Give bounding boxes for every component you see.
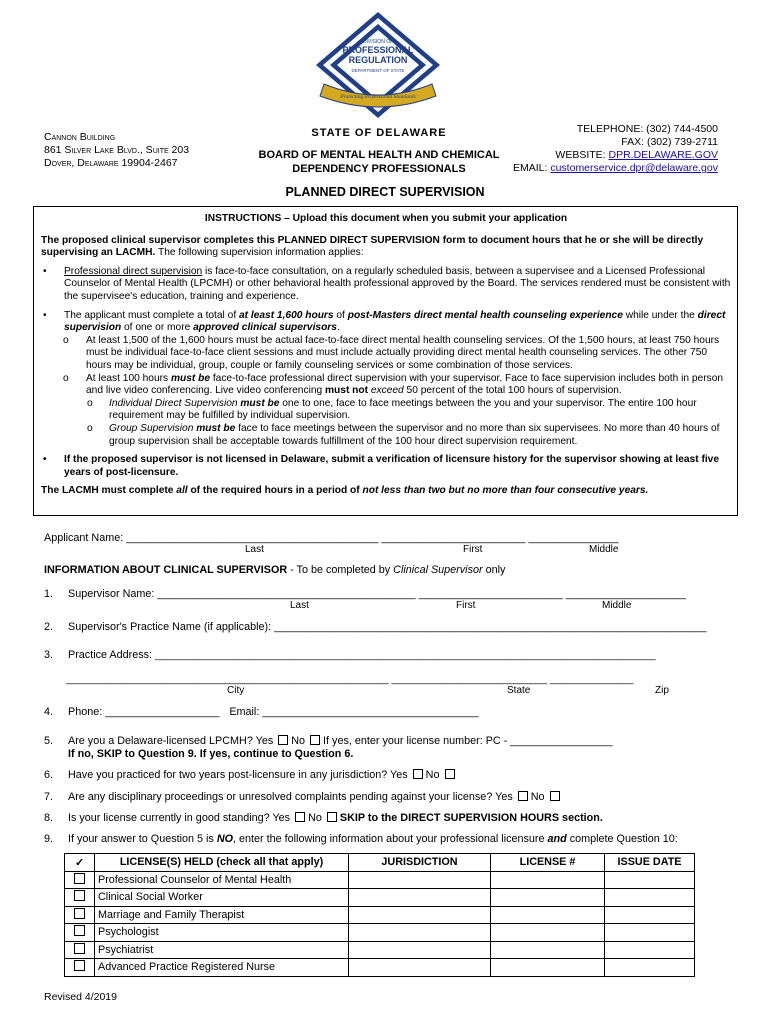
license-number-cell[interactable]: [491, 941, 605, 959]
b2-d: post-Masters direct mental health counseling experience: [347, 309, 623, 321]
q4-email-label: Email:: [229, 706, 263, 718]
ss1-b: must be: [237, 397, 280, 409]
q2-blank[interactable]: ________________________________________________________________________: [274, 621, 707, 633]
license-number-cell[interactable]: [491, 906, 605, 924]
q6-yes-checkbox[interactable]: [413, 769, 423, 779]
issue-date-cell[interactable]: [605, 889, 695, 907]
question-4[interactable]: [44, 706, 479, 718]
closing-c: of the required hours in a period of: [187, 485, 363, 497]
seal-ribbon-text: Protecting Professional Standards: [340, 94, 416, 100]
jurisdiction-cell[interactable]: [349, 871, 491, 889]
issue-date-cell[interactable]: [605, 906, 695, 924]
applicant-label: Applicant Name:: [44, 532, 127, 544]
division-of-professional-regulation-seal: [312, 10, 444, 120]
q8-num: 8.: [44, 812, 54, 824]
jurisdiction-cell[interactable]: [349, 889, 491, 907]
state-name: STATE OF DELAWARE: [311, 127, 447, 139]
q7-yes-checkbox[interactable]: [518, 791, 528, 801]
q5-yes-checkbox[interactable]: [278, 735, 288, 745]
license-number-header: LICENSE #: [491, 854, 605, 872]
license-row: [65, 889, 695, 907]
license-number-cell[interactable]: [491, 924, 605, 942]
q8-yes-checkbox[interactable]: [295, 812, 305, 822]
sup-head-bold: INFORMATION ABOUT CLINICAL SUPERVISOR: [44, 564, 288, 576]
board-header: [248, 127, 510, 176]
question-9: [44, 833, 678, 845]
address-line2: 861 Silver Lake Blvd., Suite 203: [44, 144, 190, 156]
ss2-b: must be: [193, 422, 236, 434]
q3-blank-line2[interactable]: __________________________________________________________ ____________________________ _______________: [66, 674, 634, 685]
ss1-c: one to one, face to face meetings between the you and your supervisor. The entire 100 hour requirement may be fulfilled by individual supervision.: [109, 397, 697, 422]
applicant-middle-label: Middle: [589, 544, 619, 555]
b2-g: of one or more: [121, 322, 194, 334]
office-address: [44, 131, 189, 170]
ss1-a: Individual Direct Supervision: [109, 397, 238, 409]
question-3[interactable]: [44, 649, 656, 661]
sup-head-end: only: [482, 564, 506, 576]
license-type: Clinical Social Worker: [95, 889, 349, 907]
issue-date-cell[interactable]: [605, 959, 695, 977]
q3-state-label: State: [507, 685, 531, 696]
license-row: [65, 959, 695, 977]
sub-supervision-hours: [41, 373, 731, 398]
closing-d: not less than two but no more than four consecutive years.: [362, 485, 649, 497]
seal-dept: DEPARTMENT OF STATE: [351, 68, 405, 73]
fax: FAX: (302) 739-2711: [621, 136, 718, 148]
license-type: Psychiatrist: [95, 941, 349, 959]
telephone: TELEPHONE: (302) 744-4500: [576, 123, 718, 135]
q9-b: NO: [216, 833, 234, 845]
applicant-name-field[interactable]: [44, 532, 619, 544]
q8-no-label: No: [305, 812, 325, 824]
license-held-header: LICENSE(S) HELD (check all that apply): [95, 854, 349, 872]
license-type: Professional Counselor of Mental Health: [95, 871, 349, 889]
q9-c: , enter the following information about your professional licensure: [233, 833, 548, 845]
seal-top-text: DIVISION OF: [362, 39, 394, 45]
b2-f: direct supervision: [64, 309, 726, 334]
q1-last-label: Last: [290, 600, 309, 611]
q3-city-label: City: [227, 685, 245, 696]
b2-e: while under the: [622, 309, 698, 321]
b1-term: Professional direct supervision: [64, 265, 203, 277]
ss2-a: Group Supervision: [109, 422, 194, 434]
s2-c: face-to-face professional direct supervision with your supervisor. Face to face supervision includes both in person and live video conferencing. Live video conferencing: [86, 372, 724, 397]
jurisdiction-cell[interactable]: [349, 941, 491, 959]
bullet-hours: [41, 310, 731, 335]
question-7: [44, 791, 560, 803]
question-2[interactable]: [44, 621, 706, 633]
issue-date-header: ISSUE DATE: [605, 854, 695, 872]
q9-d: and: [547, 833, 567, 845]
applicant-blank[interactable]: __________________________________________ ________________________ _______________: [126, 532, 619, 544]
s2-g: 50 percent of the total 100 hours of supervision.: [403, 385, 622, 397]
s2-d: must not: [325, 385, 369, 397]
board-name: [248, 148, 510, 176]
license-table-header: [65, 854, 695, 872]
q9-num: 9.: [44, 833, 54, 845]
license-checkbox[interactable]: [65, 924, 95, 942]
supervisor-section-heading: [44, 564, 505, 576]
q4-email-blank[interactable]: ____________________________________: [262, 706, 479, 718]
q6-label: Have you practiced for two years post-licensure in any jurisdiction? Yes: [68, 769, 411, 781]
contact-info: [513, 123, 718, 175]
license-checkbox[interactable]: [65, 906, 95, 924]
license-row: [65, 941, 695, 959]
license-row: [65, 871, 695, 889]
jurisdiction-cell[interactable]: [349, 959, 491, 977]
sup-head-italic: Clinical Supervisor: [393, 564, 483, 576]
closing-b: all: [176, 485, 188, 497]
license-type: Advanced Practice Registered Nurse: [95, 959, 349, 977]
q8-no-checkbox[interactable]: [327, 812, 337, 822]
s2-f: exceed: [370, 385, 404, 397]
license-number-cell[interactable]: [491, 959, 605, 977]
intro-bold: The proposed clinical supervisor completes this PLANNED DIRECT SUPERVISION form to document hours that he or she will be directly supervising an LACMH.: [41, 234, 704, 259]
q2-num: 2.: [44, 621, 54, 633]
q9-a: If your answer to Question 5 is: [68, 833, 217, 845]
subsub-individual: [41, 398, 731, 423]
bullet-direct-supervision: [41, 266, 731, 304]
board-line2: DEPENDENCY PROFESSIONALS: [292, 163, 466, 175]
intro-rest: The following supervision information applies:: [155, 247, 364, 259]
email-link[interactable]: customerservice.dpr@delaware.gov: [550, 162, 718, 174]
b1-text: is face-to-face consultation, on a regularly scheduled basis, between a supervisee and a Licensed Professional Counselor of Mental Health (LPCMH) or other behavioral health professional approved by the Board. The services rendered must be consistent with the supervisee's education, training and experience.: [64, 265, 731, 302]
website-link[interactable]: DPR.DELAWARE.GOV: [608, 149, 718, 161]
q6-no-checkbox[interactable]: [445, 769, 455, 779]
email-label: EMAIL:: [512, 162, 551, 174]
q5-num: 5.: [44, 735, 54, 747]
q1-label: Supervisor Name:: [68, 588, 158, 600]
bullet-out-of-state: • If the proposed supervisor is not licensed in Delaware, submit a verification of licensure history for the supervisor showing at least five years of post-licensure.: [41, 454, 731, 479]
license-row: [65, 924, 695, 942]
license-checkbox[interactable]: [65, 959, 95, 977]
q1-num: 1.: [44, 588, 54, 600]
applicant-first-label: First: [463, 544, 483, 555]
b2-c: of: [333, 309, 348, 321]
license-row: [65, 906, 695, 924]
closing-a: The LACMH must complete: [41, 485, 177, 497]
q3-zip-label: Zip: [655, 685, 669, 696]
address-line1: Cannon Building: [44, 131, 116, 143]
issue-date-cell[interactable]: [605, 941, 695, 959]
q8-label: Is your license currently in good standing? Yes: [68, 812, 294, 824]
email-line: [513, 162, 718, 175]
q5-no-checkbox[interactable]: [310, 735, 320, 745]
s2-a: At least 100 hours: [86, 372, 171, 384]
jurisdiction-header: JURISDICTION: [349, 854, 491, 872]
form-title: PLANNED DIRECT SUPERVISION: [285, 185, 485, 199]
seal-line1: PROFESSIONAL: [342, 45, 414, 55]
q3-num: 3.: [44, 649, 54, 661]
website-label: WEBSITE:: [555, 149, 609, 161]
sup-head-rest: - To be completed by: [287, 564, 394, 576]
q4-num: 4.: [44, 706, 54, 718]
question-1[interactable]: [44, 588, 686, 600]
q7-no-checkbox[interactable]: [550, 791, 560, 801]
q4-label: Phone:: [68, 706, 106, 718]
license-checkbox[interactable]: [65, 871, 95, 889]
subsub-group: [41, 423, 731, 448]
license-type: Marriage and Family Therapist: [95, 906, 349, 924]
board-line1: BOARD OF MENTAL HEALTH AND CHEMICAL: [258, 149, 500, 161]
q4-phone-blank[interactable]: ___________________: [105, 706, 220, 718]
instructions-box: [33, 206, 738, 516]
q9-e: complete Question 10:: [566, 833, 678, 845]
instructions-heading: INSTRUCTIONS – Upload this document when you submit your application: [204, 213, 568, 224]
b2-i: .: [336, 322, 340, 334]
license-number-cell[interactable]: [491, 871, 605, 889]
license-number-cell[interactable]: [491, 889, 605, 907]
applicant-last-label: Last: [245, 544, 264, 555]
website-line: [513, 149, 718, 162]
q5-license-field[interactable]: If yes, enter your license number: PC - _________________: [320, 735, 613, 747]
address-line3: Dover, Delaware 19904-2467: [44, 157, 178, 169]
q6-no-label: No: [422, 769, 443, 781]
q8-skip-note: SKIP to the DIRECT SUPERVISION HOURS section.: [336, 812, 603, 824]
instructions-intro: [41, 235, 731, 260]
sub-counseling-hours: o At least 1,500 of the 1,600 hours must be actual face-to-face direct mental health counseling services. Of the 1,500 hours, at least 750 hours must be individual face-to-face client sessions and must include actually providing direct mental health counseling services. The other 750 hours may be individual, group, couple or family counseling services or some combination of those services.: [41, 335, 731, 373]
license-checkbox[interactable]: [65, 889, 95, 907]
check-header: ✓: [65, 854, 95, 872]
license-checkbox[interactable]: [65, 941, 95, 959]
jurisdiction-cell[interactable]: [349, 906, 491, 924]
q1-first-label: First: [456, 600, 476, 611]
seal-line2: REGULATION: [348, 55, 408, 65]
license-table: [64, 853, 695, 977]
issue-date-cell[interactable]: [605, 924, 695, 942]
q7-no-label: No: [527, 791, 548, 803]
q2-label: Supervisor's Practice Name (if applicable):: [68, 621, 275, 633]
ss2-c: face to face meetings between the supervisor and no more than six supervisees. No more than 40 hours of group supervision shall be acceptable towards fulfillment of the 100 hour direct supervision requirement.: [109, 422, 720, 447]
q1-middle-label: Middle: [602, 600, 632, 611]
q1-blank[interactable]: ___________________________________________ ________________________ ____________________: [157, 588, 686, 600]
q5-no-label: No: [288, 735, 309, 747]
instructions-closing: [41, 485, 731, 498]
b2-b: at least 1,600 hours: [238, 309, 334, 321]
q7-num: 7.: [44, 791, 54, 803]
jurisdiction-cell[interactable]: [349, 924, 491, 942]
question-8: [44, 812, 603, 824]
revision-date: Revised 4/2019: [44, 991, 117, 1003]
q5-instruction: If no, SKIP to Question 9. If yes, continue to Question 6.: [68, 748, 354, 760]
q3-blank[interactable]: __________________________________________________________________________________________: [155, 650, 656, 661]
q7-label: Are any disciplinary proceedings or unresolved complaints pending against your license? Yes: [68, 791, 516, 803]
issue-date-cell[interactable]: [605, 871, 695, 889]
q5-label: Are you a Delaware-licensed LPCMH? Yes: [68, 735, 277, 747]
s2-b: must be: [170, 372, 211, 384]
question-6: [44, 769, 455, 781]
b2-h: approved clinical supervisors: [193, 322, 337, 334]
q6-num: 6.: [44, 769, 54, 781]
license-type: Psychologist: [95, 924, 349, 942]
question-5: [44, 735, 612, 747]
b2-a: The applicant must complete a total of: [64, 309, 239, 321]
q3-label: Practice Address:: [68, 649, 156, 661]
